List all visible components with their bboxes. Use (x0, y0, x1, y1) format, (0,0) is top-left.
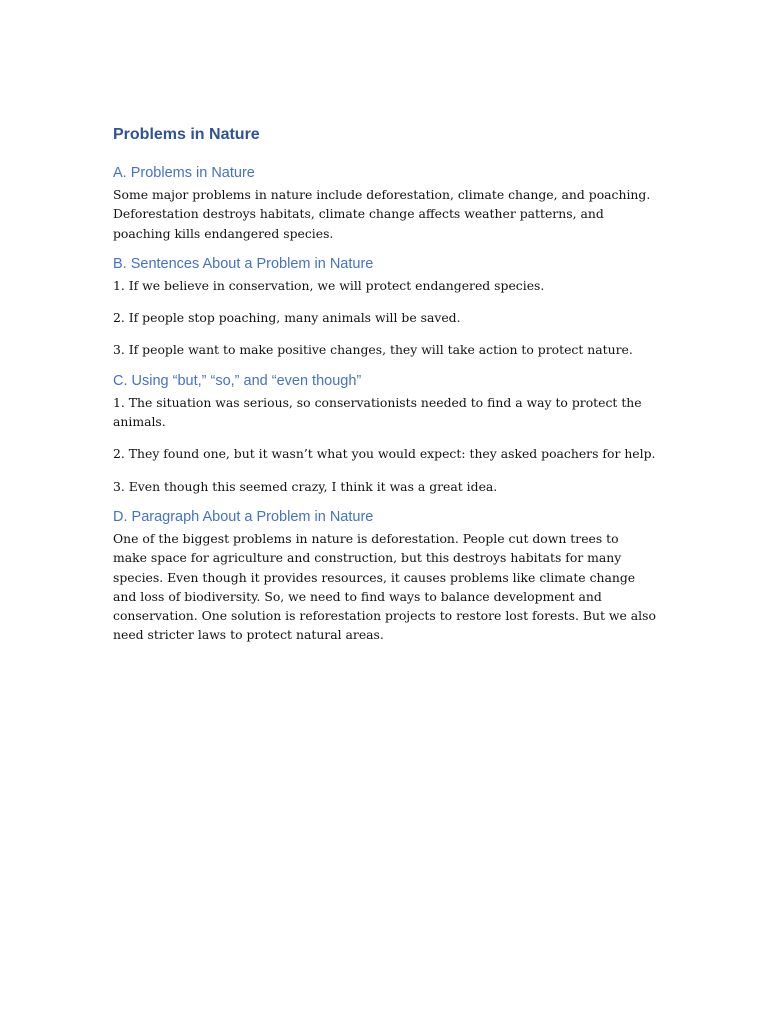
section-b-sentence-1: 1. If we believe in conservation, we will protect endangered species. (113, 277, 545, 293)
section-a (113, 163, 656, 243)
section-d-heading: D. Paragraph About a Problem in Nature (113, 508, 374, 525)
section-d (113, 507, 656, 645)
section-c-sentence-3: 3. Even though this seemed crazy, I think it was a great idea. (113, 478, 498, 494)
section-a-heading: A. Problems in Nature (113, 165, 255, 181)
section-d-paragraph: One of the biggest problems in nature is deforestation. People cut down trees to make space for agriculture and construction, but this destroys habitats for many species. Even though it provides resources, it causes problems like climate change and loss of biodiversity. So, we need to find ways to balance development and conservation. One solution is reforestation projects to restore lost forests. But we also need stricter laws to protect natural areas. (113, 530, 656, 643)
section-c-sentence-2: 2. They found one, but it wasn’t what you would expect: they asked poachers for help. (113, 446, 656, 462)
section-b (113, 254, 656, 360)
section-c-heading: C. Using “but,” “so,” and “even though” (113, 372, 362, 389)
section-a-paragraph: Some major problems in nature include deforestation, climate change, and poaching. Deforestation destroys habitats, climate change affects weather patterns, and poaching kills endangered species. (113, 187, 651, 241)
section-c (113, 371, 656, 496)
document-title: Problems in Nature (113, 126, 260, 143)
section-b-sentence-3: 3. If people want to make positive changes, they will take action to protect nature. (113, 342, 633, 358)
section-c-sentence-1: 1. The situation was serious, so conservationists needed to find a way to protect the animals. (113, 394, 642, 430)
section-b-sentence-2: 2. If people stop poaching, many animals will be saved. (113, 310, 461, 326)
section-b-heading: B. Sentences About a Problem in Nature (113, 255, 374, 272)
